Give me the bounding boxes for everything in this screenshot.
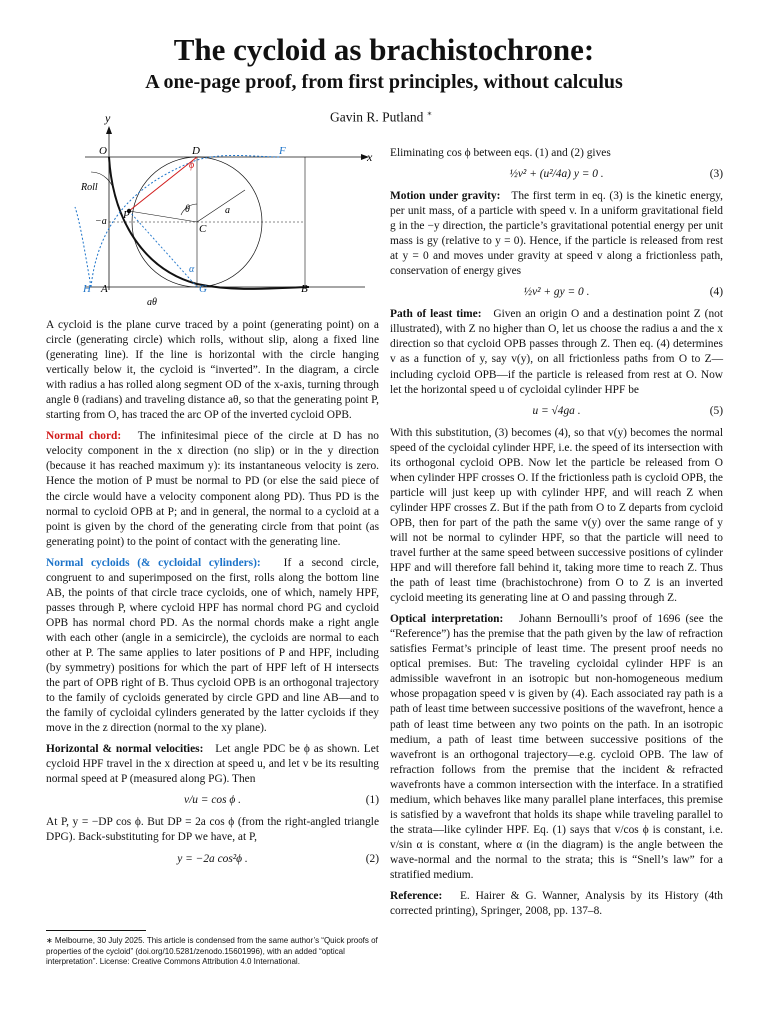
label-y: y <box>105 111 111 125</box>
eq3-body: ½v² + (u²/4a) y = 0 . <box>509 168 604 181</box>
label-D: D <box>192 145 200 157</box>
radius-a <box>197 190 245 222</box>
para-normal-cycloids <box>46 556 379 737</box>
head-velocities: Horizontal & normal velocities: <box>46 743 204 756</box>
equation-4 <box>390 285 723 301</box>
label-phi: ϕ <box>189 160 195 171</box>
para-normal-chord <box>46 429 379 549</box>
paper-subtitle: A one-page proof, from first principles, without calculus <box>145 71 623 93</box>
footnote: ∗ Melbourne, 30 July 2025. This article is condensed from the same author’s “Quick proofs of properties of the cycloid” (doi.org/10.5281/zenodo.15601996), with an added “optical interpretation”. License: Creative Commons Attribution 4.0 International. <box>46 936 378 966</box>
eq2-body: y = −2a cos²ϕ . <box>177 852 248 865</box>
eq3-number: (3) <box>709 168 723 181</box>
text-normal-chord: The infinitesimal piece of the circle at D has no velocity component in the x direction (no slip) or in the y direction (because it has reached maximum y): its instantaneous velocity is zero. Hence the motion of P must be normal to PD (or else the said piece of the circle would have a velocity component along PD). Thus PD is the normal to cycloid OPB at P; and in general, the normal to a cycloid at a point is given by the chord of the generating circle from that point (as generating point) to the point of contact with the generating line. <box>46 430 379 548</box>
head-normal-chord: Normal chord: <box>46 430 122 443</box>
para-reference <box>390 889 723 919</box>
para-substitution: With this substitution, (3) becomes (4), so that v(y) becomes the normal speed of the cycloidal cylinder HPF, i.e. the speed of its intersection with its orthogonal cycloid OPB. Now let the particle be released from O when cylinder HPF crosses O. If the frictionless path is cycloid OPB, the particle will just keep up with cylinder HPF, and will reach Z when cylinder HPF crosses Z. But if the path from O to Z departs from cycloid OPB, then for part of the path the same v(y) over the same range of y will not be normal to cylinder HPF, so that the particle will need to travel further at the same speed between successive positions of cylinder HPF and will therefore fall behind it, taking more time to reach Z. Thus the path of least time (brachistochrone) from O to Z is an inverted cycloid meeting its generating line at O and passing through Z. <box>390 426 723 605</box>
cycloid-OPB <box>109 157 309 289</box>
text-optical: Johann Bernoulli’s proof of 1696 (see the “Reference”) has the premise that the path given by the law of refraction satisfies Fermat’s principle of least time. The present proof needs no optical premises. But: The traveling cycloidal cylinder HPF is an admissible wavefront in an isotropic but non-homogeneous medium whose propagation speed v is given by (4). Each associated ray path is a path of least time between successive positions of the wavefront, hence a path of least time between any two points on the path. In an isotropic medium, a path of least time between successive positions of the wavefront is an orthogonal trajectory—e.g. cycloid OPB. The law of refraction follows from the premise that the incident & refracted wavefronts have a common intersection with the interface. In a stratified medium, which behaves like many parallel plane interfaces, this premise is satisfied by a wavefront that holds its shape while traveling parallel to the strata—like cylinder HPF. Eq. (1) says that v/cos ϕ is constant, i.e. v/sin α is constant, where α (in the diagram) is the angle between the wave-normal and the normal to the strata; this is “Snell’s law” for a stratified medium. <box>390 613 723 881</box>
para-eliminating: Eliminating cos ϕ between eqs. (1) and (2) gives <box>390 147 611 159</box>
label-a: a <box>225 205 230 216</box>
text-velocities: Let angle PDC be ϕ as shown. Let cycloid HPF travel in the x direction at speed u, and let v be its resulting normal speed at P (measured along PG). Then <box>46 743 379 786</box>
para-optical <box>390 612 723 883</box>
para-at-P: At P, y = −DP cos ϕ. But DP = 2a cos ϕ (from the right-angled triangle DPG). Back-substituting for DP we have, at P, <box>46 816 379 844</box>
para-gravity <box>390 189 723 279</box>
author-footnote-mark: ∗ <box>426 109 433 118</box>
eq1-body: v/u = cos ϕ . <box>184 794 241 807</box>
eq4-body: ½v² + gy = 0 . <box>523 286 590 299</box>
text-reference: E. Hairer & G. Wanner, Analysis by its History (4th corrected printing), Springer, 2008, pp. 137–8. <box>390 890 724 918</box>
label-H: H <box>83 283 91 295</box>
label-G: G <box>199 283 207 295</box>
footnote-rule <box>46 930 146 931</box>
eq5-body: u = √4ga . <box>532 404 581 417</box>
eq1-number: (1) <box>365 794 379 807</box>
label-alpha: α <box>189 264 195 275</box>
eq4-number: (4) <box>709 286 723 299</box>
eq2-number: (2) <box>365 852 379 865</box>
cycloid-HPF <box>91 155 281 287</box>
author-name: Gavin R. Putland <box>330 109 424 125</box>
left-column <box>46 318 379 874</box>
text-normal-cycloids: If a second circle, congruent to and superimposed on the first, rolls along the bottom line AB, the points of that circle trace cycloids, one of which, namely HPF, passes through P, where cycloid HPF has normal chord PG and cycloid OPB has normal chord PD. As the normal chords make a right angle with each other (angle in a semicircle), the cycloids are normal to each other at P. The same applies to later positions of P and HPF, including (by symmetry) positions for which the part of HPF left of H intersects the part of OPB right of B. Thus cycloid OPB is an orthogonal trajectory to the family of cycloids generated by circle GPD and line AB—and to the family of cycloidal cylinders generated by the latter cycloids if they move in the z direction (normal to the xy plane). <box>46 556 380 735</box>
equation-2 <box>46 852 379 868</box>
label-F: F <box>279 145 286 157</box>
equation-5 <box>390 404 723 420</box>
label-B: B <box>301 283 308 295</box>
para-intro: A cycloid is the plane curve traced by a point (generating point) on a circle (generating circle) which rolls, without slip, along a fixed line (generating line). If the line is horizontal with the circle hanging vertically below it, the cycloid is “inverted”. In the diagram, a circle with radius a has rolled along segment OD of the x-axis, turning through angle θ (radians) and traveling distance aθ, so that the generating point P, starting from O, has traced the arc OP of the inverted cycloid OPB. <box>46 319 379 422</box>
equation-1 <box>46 793 379 809</box>
para-least-time <box>390 307 723 397</box>
label-roll: Roll <box>81 182 98 193</box>
label-atheta: aθ <box>147 297 157 308</box>
chord-PD <box>129 157 197 211</box>
head-normal-cycloids: Normal cycloids (& cycloidal cylinders): <box>46 556 261 569</box>
equation-3 <box>390 167 723 183</box>
text-least-time: Given an origin O and a destination point Z (not illustrated), with Z no higher than O, let us choose the radius a and the x direction so that cycloid OPB passes through Z. Then eq. (4) determines v as a function of y, say v(y), on all frictionless paths from O to Z—including cycloid OPB—if the particle is released from rest at O. Now let the horizontal speed u of cycloidal cylinder HPF be <box>390 308 724 396</box>
paper-title: The cycloid as brachistochrone: <box>173 32 595 67</box>
chord-PG <box>129 211 197 287</box>
head-least-time: Path of least time: <box>390 308 482 321</box>
y-axis-arrow <box>106 126 112 134</box>
label-O: O <box>99 145 107 157</box>
text-gravity: The first term in eq. (3) is the kinetic energy, per unit mass, of a particle with speed v. In a uniform gravitational field g in the −y direction, the particle’s gravitational potential energy per unit mass is gy (relative to y = 0). Hence, if the particle is released from rest at y = 0 and moves under gravity at speed v along a frictionless path, conservation of energy gives <box>390 190 723 278</box>
right-column <box>390 146 723 925</box>
label-x: x <box>367 150 373 164</box>
head-reference: Reference: <box>390 890 443 903</box>
label-C: C <box>199 223 207 235</box>
label-A: A <box>101 283 108 295</box>
head-gravity: Motion under gravity: <box>390 190 501 203</box>
eq5-number: (5) <box>709 404 723 417</box>
label-minus-a: −a <box>95 216 107 227</box>
label-P: P <box>123 209 130 221</box>
cycloid-HPF-left <box>75 207 91 287</box>
para-velocities <box>46 742 379 787</box>
head-optical: Optical interpretation: <box>390 613 504 626</box>
label-theta: θ <box>185 204 190 215</box>
